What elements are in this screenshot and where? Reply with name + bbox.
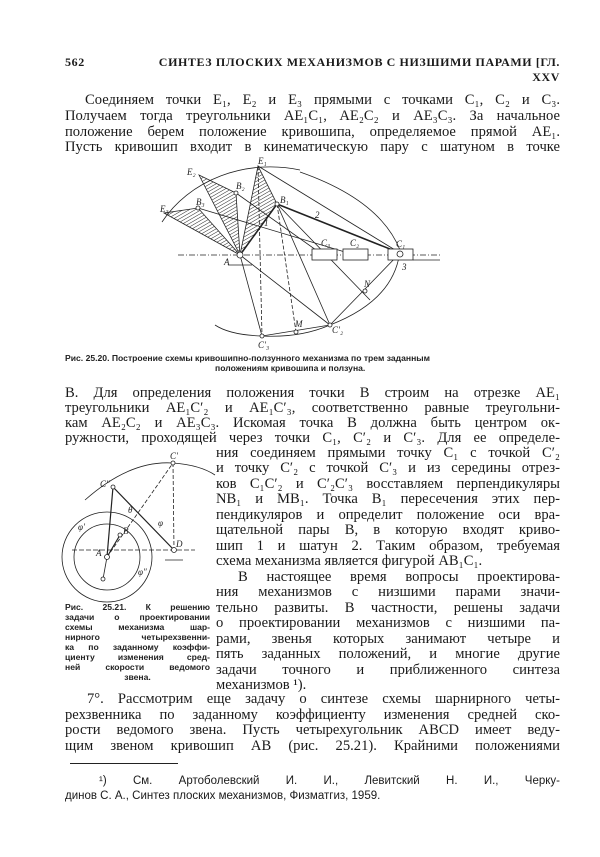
text-line: Пусть кривошип входит в кинематическую пару с шатуном в точке xyxy=(65,139,560,155)
text-line: тельно развиты. В частности, решены задачи xyxy=(216,599,560,616)
text-line: рехзвенника по заданному коэффициенту изменения средней ско- xyxy=(65,707,560,723)
label-b3: B₃ xyxy=(196,197,205,207)
label-c1: C₁ xyxy=(396,239,406,249)
caption-line: ка по заданному коэффи- xyxy=(65,642,210,652)
label-c3: C₃ xyxy=(321,238,331,248)
label-c2-prime: C′₂ xyxy=(332,325,344,335)
caption-line: звена. xyxy=(124,672,151,682)
label-a: A xyxy=(96,548,102,558)
footnote-line: динов С. А., Синтез плоских механизмов, Физматгиз, 1959. xyxy=(65,790,381,802)
caption-line: нирного четырехзвенни- xyxy=(65,632,210,642)
caption-line: циенту изменения сред- xyxy=(65,652,210,662)
text-line: задачи точного и приближенного синтеза xyxy=(216,661,560,678)
caption-line: Рис. 25.20. Построение схемы кривошипно-ползунного механизма по трем заданным xyxy=(65,353,430,363)
running-title: СИНТЕЗ ПЛОСКИХ МЕХАНИЗМОВ С НИЗШИМИ ПАРАМИ [ГЛ. XXV xyxy=(158,55,560,84)
text-line: и точку C′₂ с точкой C′₃ и из середины отрез- xyxy=(216,460,560,476)
text-line: Соединяем точки E₁, E₂ и E₃ прямыми с точками C₁, C₂ и C₃. xyxy=(85,92,560,108)
label-e2: E₂ xyxy=(187,167,196,177)
text-line: механизмов ¹). xyxy=(216,677,307,693)
footnote-line: ¹) См. Артоболевский И. И., Левитский Н. И., Черку- xyxy=(99,775,560,787)
text-line: треугольники AE₁C′₂ и AE₁C′₃, соответственно равные треугольни- xyxy=(65,400,560,416)
text-line: ружности, проходящей через точки C₁, C′₂ и C′₃. Для ее определе- xyxy=(65,430,560,446)
label-phi: φ xyxy=(158,518,163,528)
label-phi-prime: φ′ xyxy=(78,522,85,532)
label-c-prime: C′ xyxy=(170,451,178,461)
label-n: N xyxy=(364,279,371,289)
text-line: щим звеном кривошип AB (рис. 25.21). Крайними положениями xyxy=(65,738,560,754)
label-a: A xyxy=(224,257,230,267)
text-line: В настоящее время вопросы проектирова- xyxy=(238,568,560,585)
text-line: ния механизмов с низшими парами значи- xyxy=(216,584,560,600)
label-c2: C₂ xyxy=(350,238,360,248)
label-b1: B₁ xyxy=(280,195,289,205)
caption-line: положениям кривошипа и ползуна. xyxy=(215,363,366,373)
page-number: 562 xyxy=(65,55,85,69)
text-line: ния соединяем прямыми точку C₁ с точкой C′₂ xyxy=(216,445,560,461)
footnote-rule xyxy=(70,763,178,764)
caption-line: Рис. 25.21. К решению xyxy=(65,602,210,612)
label-e1: E₁ xyxy=(258,156,267,166)
text-line: кам AE₂C₂ и AE₃C₃. Искомая точка B должна быть центром ок- xyxy=(65,415,560,431)
label-link-1: 1 xyxy=(264,218,269,228)
label-c3-prime: C′₃ xyxy=(258,340,270,350)
text-line: ков C₁C′₂ и C′₂C′₃ восставляем перпендикуляры xyxy=(216,475,560,492)
label-b: B xyxy=(123,526,129,536)
text-line: пять заданных положений, и многие другие xyxy=(216,646,560,662)
text-line: рости ведомого звена. Пусть четырехугольник ABCD имеет веду- xyxy=(65,722,560,738)
text-line: схема механизма является фигурой AB₁C₁. xyxy=(216,553,483,569)
label-link-3: 3 xyxy=(402,262,407,272)
caption-line: ней скорости ведомого xyxy=(65,662,210,672)
text-line: щательной пары B, в которую входят криво- xyxy=(216,522,560,538)
label-d: D xyxy=(176,539,183,549)
label-c-double-prime: C″ xyxy=(100,479,110,489)
text-line: рами, звенья которых занимают четыре и xyxy=(216,630,560,647)
label-link-2: 2 xyxy=(315,210,320,220)
text-line: положение берем положение кривошипа, определяемое прямой AE₁. xyxy=(65,124,560,140)
caption-line: схемы механизма шар- xyxy=(65,622,210,632)
text-line: B. Для определения положения точки B строим на отрезке AE₁ xyxy=(65,385,560,401)
text-line: 7°. Рассмотрим еще задачу о синтезе схемы шарнирного четы- xyxy=(87,691,560,707)
label-m: M xyxy=(295,319,303,329)
text-line: NB₁ и MB₁. Точка B₁ пересечения этих пер- xyxy=(216,491,560,507)
figure-25-21-caption xyxy=(65,602,210,682)
caption-line: задачи о проектировании xyxy=(65,612,210,622)
label-phi-double-prime: φ″ xyxy=(138,567,147,577)
text-line: пендикуляров и определит положение оси вра- xyxy=(216,506,560,523)
text-line: о проектировании механизмов с низшими па- xyxy=(216,615,560,631)
label-theta: θ xyxy=(128,505,133,515)
text-line: шип 1 и шатун 2. Таким образом, требуемая xyxy=(216,537,560,554)
text-line: Получаем тогда треугольники AE₁C₁, AE₂C₂ и AE₃C₃. За начальное xyxy=(65,108,560,124)
label-e3: E₃ xyxy=(160,204,169,214)
label-b2: B₂ xyxy=(236,181,245,191)
